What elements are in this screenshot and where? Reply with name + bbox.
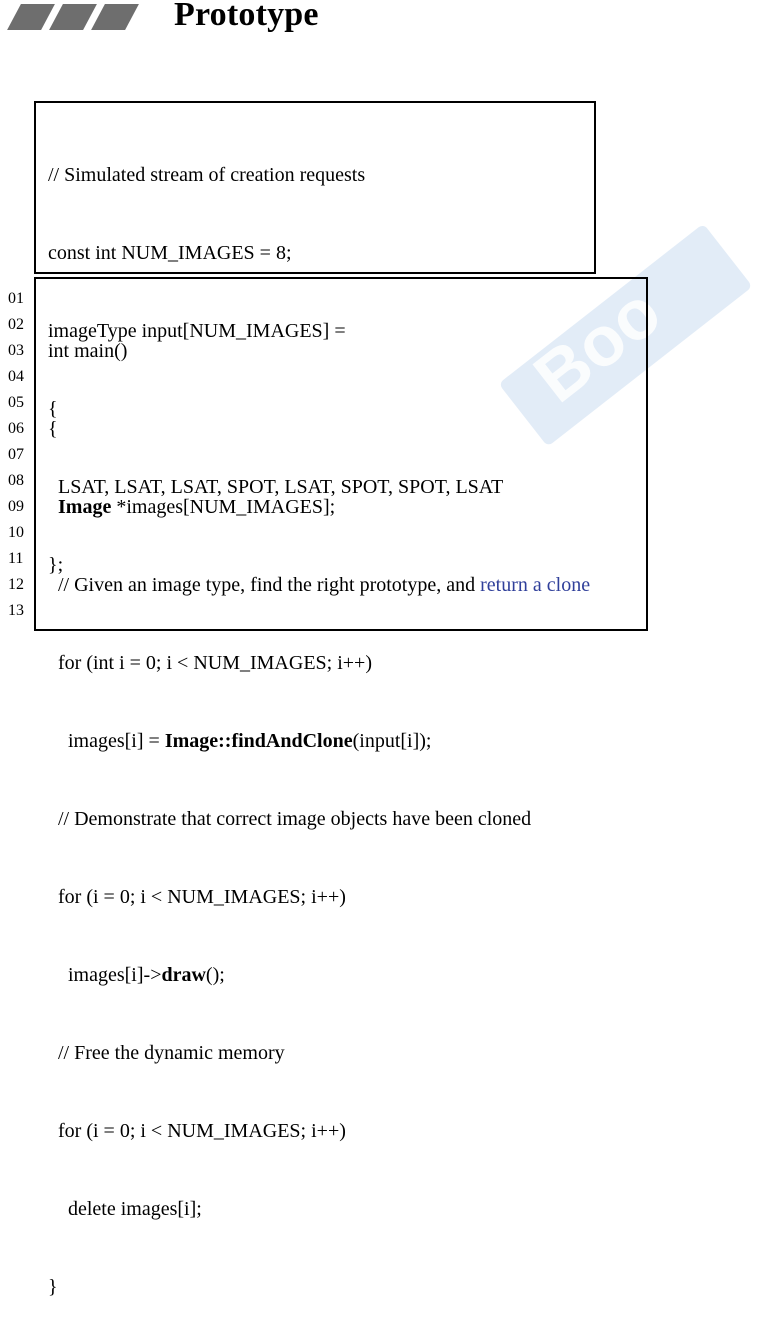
line-number: 11	[8, 550, 24, 567]
code-text: for (i = 0; i < NUM_IMAGES; i++)	[58, 886, 346, 908]
line-number: 10	[8, 524, 24, 541]
code-comment: // Free the dynamic memory	[58, 1042, 285, 1064]
code-line	[48, 1118, 590, 1144]
code-line	[48, 728, 590, 754]
code-line: {	[48, 418, 58, 440]
code-line	[48, 650, 590, 676]
line-number: 12	[8, 576, 24, 593]
code-line: // Simulated stream of creation requests	[48, 164, 366, 186]
code-line	[48, 962, 590, 988]
code-text: ();	[205, 964, 225, 986]
code-line	[48, 1040, 590, 1066]
code-text: images[i]->	[68, 964, 162, 986]
code-line: {	[48, 398, 58, 420]
code-line: }	[48, 1276, 58, 1298]
code-comment: // Given an image type, find the right prototype, and	[58, 574, 481, 596]
line-number: 05	[8, 394, 24, 411]
code-text: images[i] =	[68, 730, 165, 752]
main-function-code	[48, 286, 590, 1326]
decor-bar	[49, 4, 97, 30]
code-line	[48, 884, 590, 910]
code-comment-highlight: return a clone	[480, 574, 591, 596]
line-number: 02	[8, 316, 24, 333]
line-number: 04	[8, 368, 24, 385]
code-text: *images[NUM_IMAGES];	[111, 496, 336, 518]
title-decoration	[6, 4, 138, 30]
line-number: 13	[8, 602, 24, 619]
watermark-text: Boo	[519, 271, 675, 418]
line-number: 01	[8, 290, 24, 307]
code-text: (input[i]);	[352, 730, 432, 752]
code-line: LSAT, LSAT, LSAT, SPOT, LSAT, SPOT, SPOT, LSAT	[48, 476, 504, 498]
code-line: const int NUM_IMAGES = 8;	[48, 242, 292, 264]
code-keyword: draw	[161, 964, 206, 986]
code-line	[48, 494, 590, 520]
code-line	[48, 1196, 590, 1222]
line-number: 08	[8, 472, 24, 489]
code-line	[48, 806, 590, 832]
line-number: 09	[8, 498, 24, 515]
code-text: for (int i = 0; i < NUM_IMAGES; i++)	[58, 652, 372, 674]
code-text: delete images[i];	[68, 1198, 202, 1220]
code-text: for (i = 0; i < NUM_IMAGES; i++)	[58, 1120, 346, 1142]
decor-bar	[7, 4, 55, 30]
code-line: int main()	[48, 340, 128, 362]
code-keyword: Image	[58, 496, 112, 518]
code-line	[48, 572, 590, 598]
line-numbers	[8, 286, 24, 624]
line-number: 06	[8, 420, 24, 437]
page-title: Prototype	[174, 0, 319, 33]
line-number: 03	[8, 342, 24, 359]
code-comment: // Demonstrate that correct image objects have been cloned	[58, 808, 532, 830]
code-line: imageType input[NUM_IMAGES] =	[48, 320, 346, 342]
decor-bar	[91, 4, 139, 30]
code-keyword: Image::findAndClone	[164, 730, 353, 752]
line-number: 07	[8, 446, 24, 463]
code-line: };	[48, 554, 64, 576]
